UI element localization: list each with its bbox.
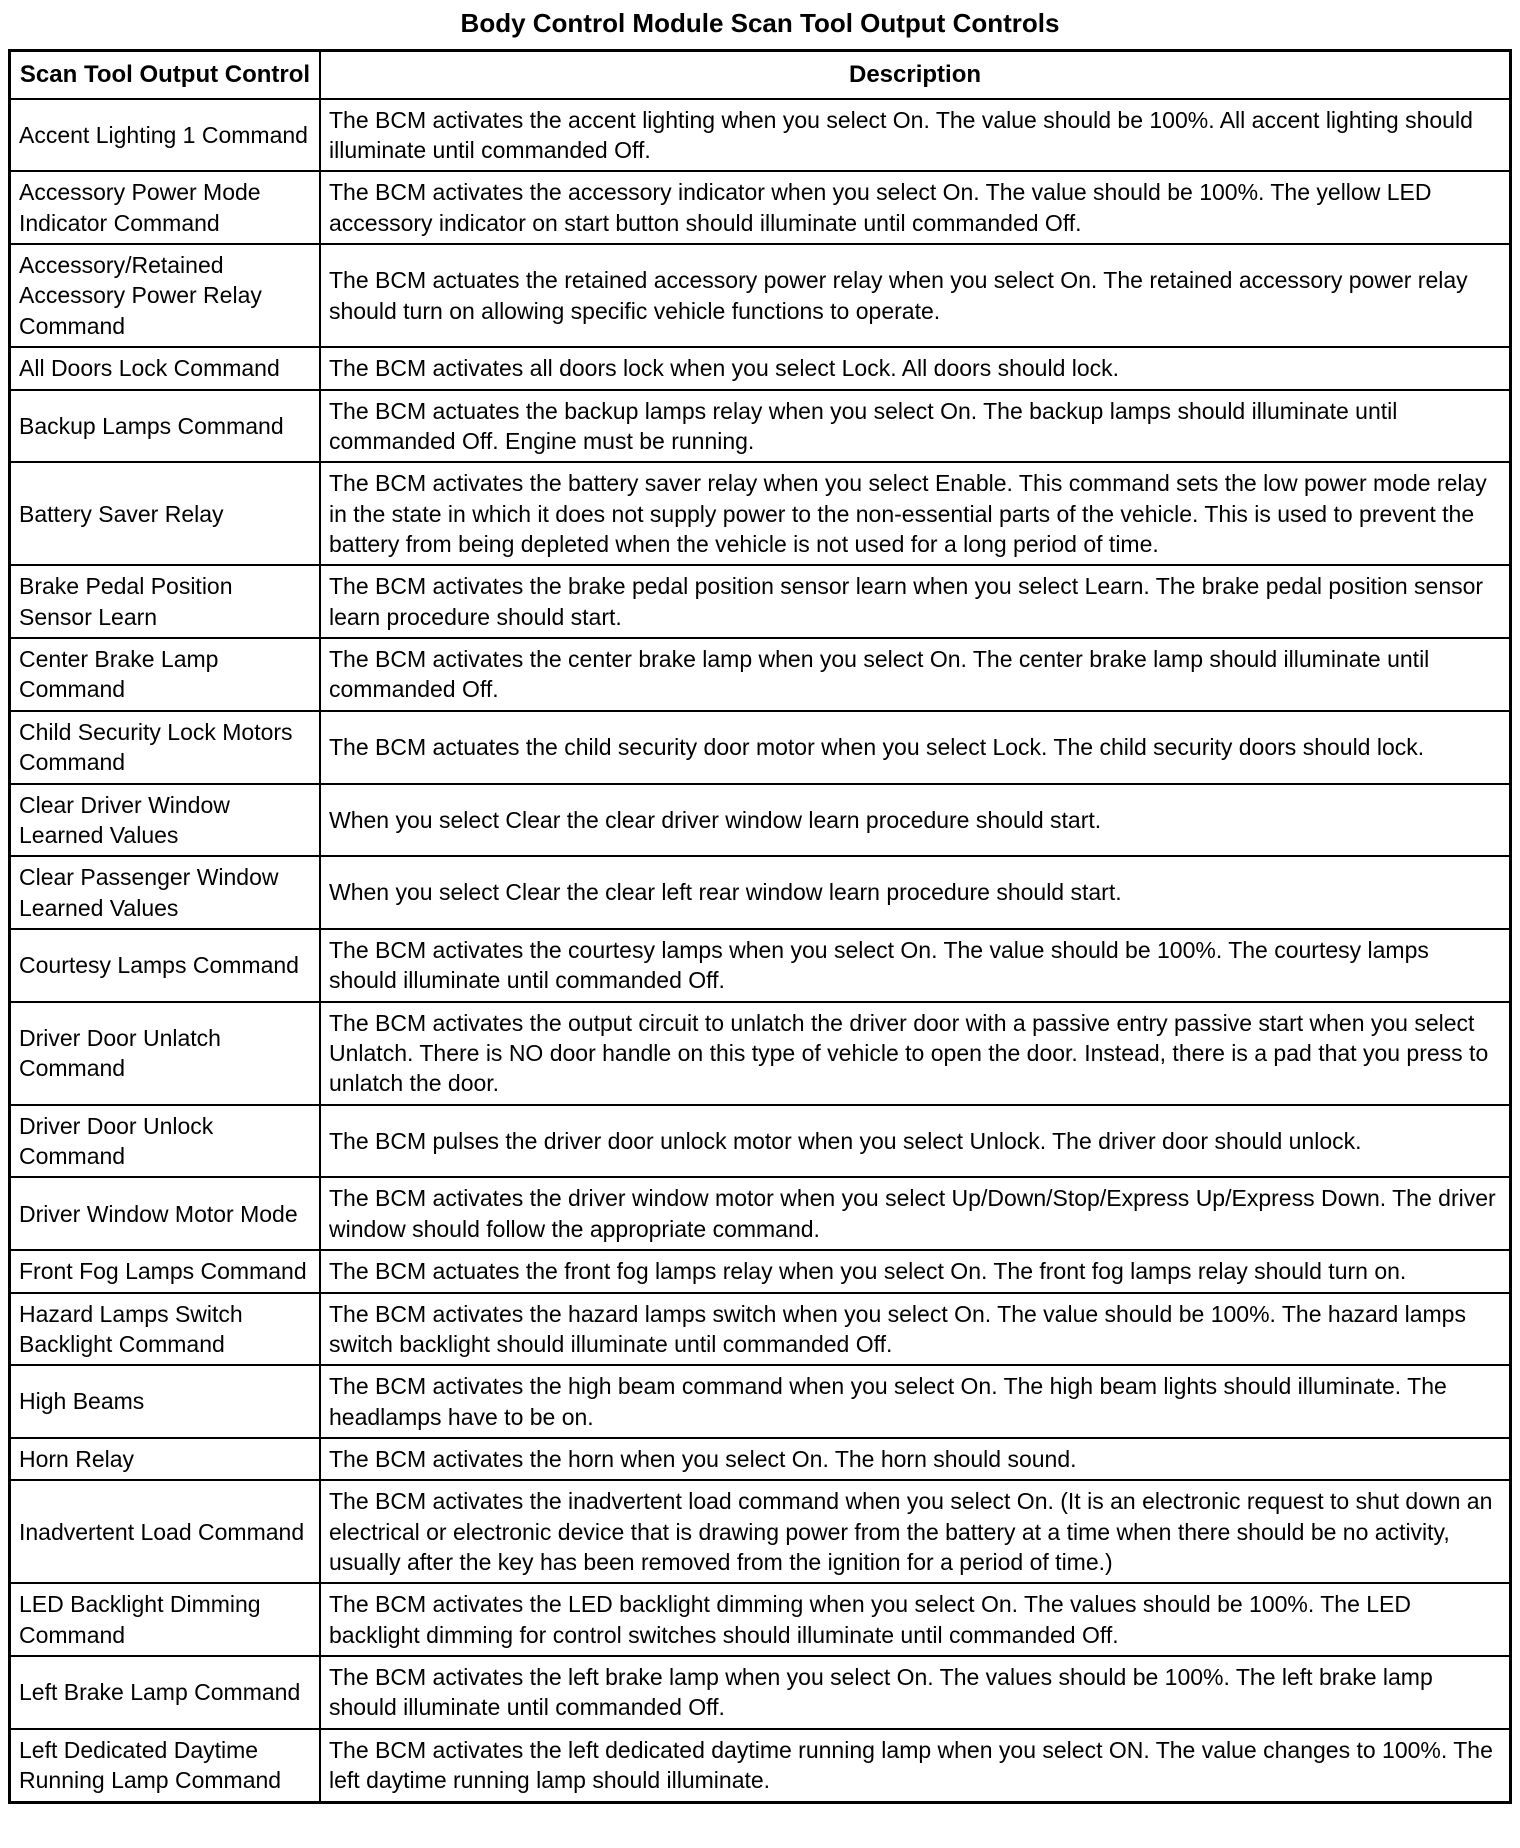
description-cell: The BCM activates the center brake lamp when you select On. The center brake lamp should illuminate until commanded Off. [320, 638, 1511, 711]
description-cell: The BCM activates the accent lighting when you select On. The value should be 100%. All accent lighting should illuminate until commanded Off. [320, 99, 1511, 172]
description-cell: The BCM activates the horn when you select On. The horn should sound. [320, 1438, 1511, 1480]
control-cell: Clear Passenger Window Learned Values [10, 856, 321, 929]
description-cell: The BCM activates the left brake lamp when you select On. The values should be 100%. The left brake lamp should illuminate until commanded Off. [320, 1656, 1511, 1729]
description-cell: The BCM activates the driver window motor when you select Up/Down/Stop/Express Up/Express Down. The driver window should follow the appropriate command. [320, 1177, 1511, 1250]
description-cell: When you select Clear the clear driver window learn procedure should start. [320, 784, 1511, 857]
control-cell: Front Fog Lamps Command [10, 1250, 321, 1292]
control-cell: High Beams [10, 1365, 321, 1438]
control-cell: Driver Window Motor Mode [10, 1177, 321, 1250]
table-row [10, 1438, 1511, 1480]
control-cell: Driver Door Unlatch Command [10, 1002, 321, 1105]
control-cell: Accessory Power Mode Indicator Command [10, 171, 321, 244]
table-row [10, 1656, 1511, 1729]
description-cell: The BCM activates the hazard lamps switch when you select On. The value should be 100%. The hazard lamps switch backlight should illuminate until commanded Off. [320, 1293, 1511, 1366]
table-row [10, 390, 1511, 463]
description-cell: The BCM activates the battery saver relay when you select Enable. This command sets the low power mode relay in the state in which it does not supply power to the non-essential parts of the vehicle. This is used to prevent the battery from being depleted when the vehicle is not used for a long period of time. [320, 462, 1511, 565]
table-row [10, 565, 1511, 638]
table-row [10, 856, 1511, 929]
description-cell: The BCM activates the output circuit to unlatch the driver door with a passive entry passive start when you select Unlatch. There is NO door handle on this type of vehicle to open the door. Instead, there is a pad that you press to unlatch the door. [320, 1002, 1511, 1105]
header-description: Description [320, 51, 1511, 99]
description-cell: The BCM pulses the driver door unlock motor when you select Unlock. The driver door should unlock. [320, 1105, 1511, 1178]
description-cell: The BCM actuates the child security door motor when you select Lock. The child security doors should lock. [320, 711, 1511, 784]
control-cell: Brake Pedal Position Sensor Learn [10, 565, 321, 638]
table-row [10, 171, 1511, 244]
table-row [10, 929, 1511, 1002]
table-row [10, 784, 1511, 857]
control-cell: Horn Relay [10, 1438, 321, 1480]
table-row [10, 244, 1511, 347]
table-row [10, 1177, 1511, 1250]
table-row [10, 1365, 1511, 1438]
table-row [10, 1480, 1511, 1583]
description-cell: The BCM actuates the backup lamps relay when you select On. The backup lamps should illuminate until commanded Off. Engine must be running. [320, 390, 1511, 463]
description-cell: The BCM actuates the retained accessory power relay when you select On. The retained accessory power relay should turn on allowing specific vehicle functions to operate. [320, 244, 1511, 347]
control-cell: All Doors Lock Command [10, 347, 321, 389]
control-cell: Accent Lighting 1 Command [10, 99, 321, 172]
control-cell: Clear Driver Window Learned Values [10, 784, 321, 857]
description-cell: The BCM activates the brake pedal position sensor learn when you select Learn. The brake pedal position sensor learn procedure should start. [320, 565, 1511, 638]
table-body [10, 99, 1511, 1802]
control-cell: Left Brake Lamp Command [10, 1656, 321, 1729]
description-cell: When you select Clear the clear left rear window learn procedure should start. [320, 856, 1511, 929]
table-row [10, 638, 1511, 711]
table-row [10, 711, 1511, 784]
table-row [10, 462, 1511, 565]
control-cell: Inadvertent Load Command [10, 1480, 321, 1583]
control-cell: Hazard Lamps Switch Backlight Command [10, 1293, 321, 1366]
table-row [10, 1105, 1511, 1178]
output-controls-table [8, 49, 1512, 1804]
control-cell: Center Brake Lamp Command [10, 638, 321, 711]
control-cell: Accessory/Retained Accessory Power Relay Command [10, 244, 321, 347]
control-cell: Driver Door Unlock Command [10, 1105, 321, 1178]
table-row [10, 1583, 1511, 1656]
control-cell: LED Backlight Dimming Command [10, 1583, 321, 1656]
control-cell: Left Dedicated Daytime Running Lamp Command [10, 1729, 321, 1802]
table-row [10, 99, 1511, 172]
description-cell: The BCM activates the courtesy lamps when you select On. The value should be 100%. The courtesy lamps should illuminate until commanded Off. [320, 929, 1511, 1002]
control-cell: Battery Saver Relay [10, 462, 321, 565]
description-cell: The BCM activates the high beam command when you select On. The high beam lights should illuminate. The headlamps have to be on. [320, 1365, 1511, 1438]
table-row [10, 1002, 1511, 1105]
description-cell: The BCM actuates the front fog lamps relay when you select On. The front fog lamps relay should turn on. [320, 1250, 1511, 1292]
description-cell: The BCM activates the LED backlight dimming when you select On. The values should be 100%. The LED backlight dimming for control switches should illuminate until commanded Off. [320, 1583, 1511, 1656]
table-row [10, 347, 1511, 389]
description-cell: The BCM activates the inadvertent load command when you select On. (It is an electronic request to shut down an electrical or electronic device that is drawing power from the battery at a time when there should be no activity, usually after the key has been removed from the ignition for a period of time.) [320, 1480, 1511, 1583]
description-cell: The BCM activates the accessory indicator when you select On. The value should be 100%. The yellow LED accessory indicator on start button should illuminate until commanded Off. [320, 171, 1511, 244]
control-cell: Backup Lamps Command [10, 390, 321, 463]
page-title: Body Control Module Scan Tool Output Controls [460, 8, 1060, 38]
control-cell: Child Security Lock Motors Command [10, 711, 321, 784]
table-header-row [10, 51, 1511, 99]
description-cell: The BCM activates all doors lock when you select Lock. All doors should lock. [320, 347, 1511, 389]
description-cell: The BCM activates the left dedicated daytime running lamp when you select ON. The value changes to 100%. The left daytime running lamp should illuminate. [320, 1729, 1511, 1802]
table-row [10, 1293, 1511, 1366]
control-cell: Courtesy Lamps Command [10, 929, 321, 1002]
header-scan-tool-output-control: Scan Tool Output Control [10, 51, 321, 99]
table-row [10, 1729, 1511, 1802]
table-row [10, 1250, 1511, 1292]
